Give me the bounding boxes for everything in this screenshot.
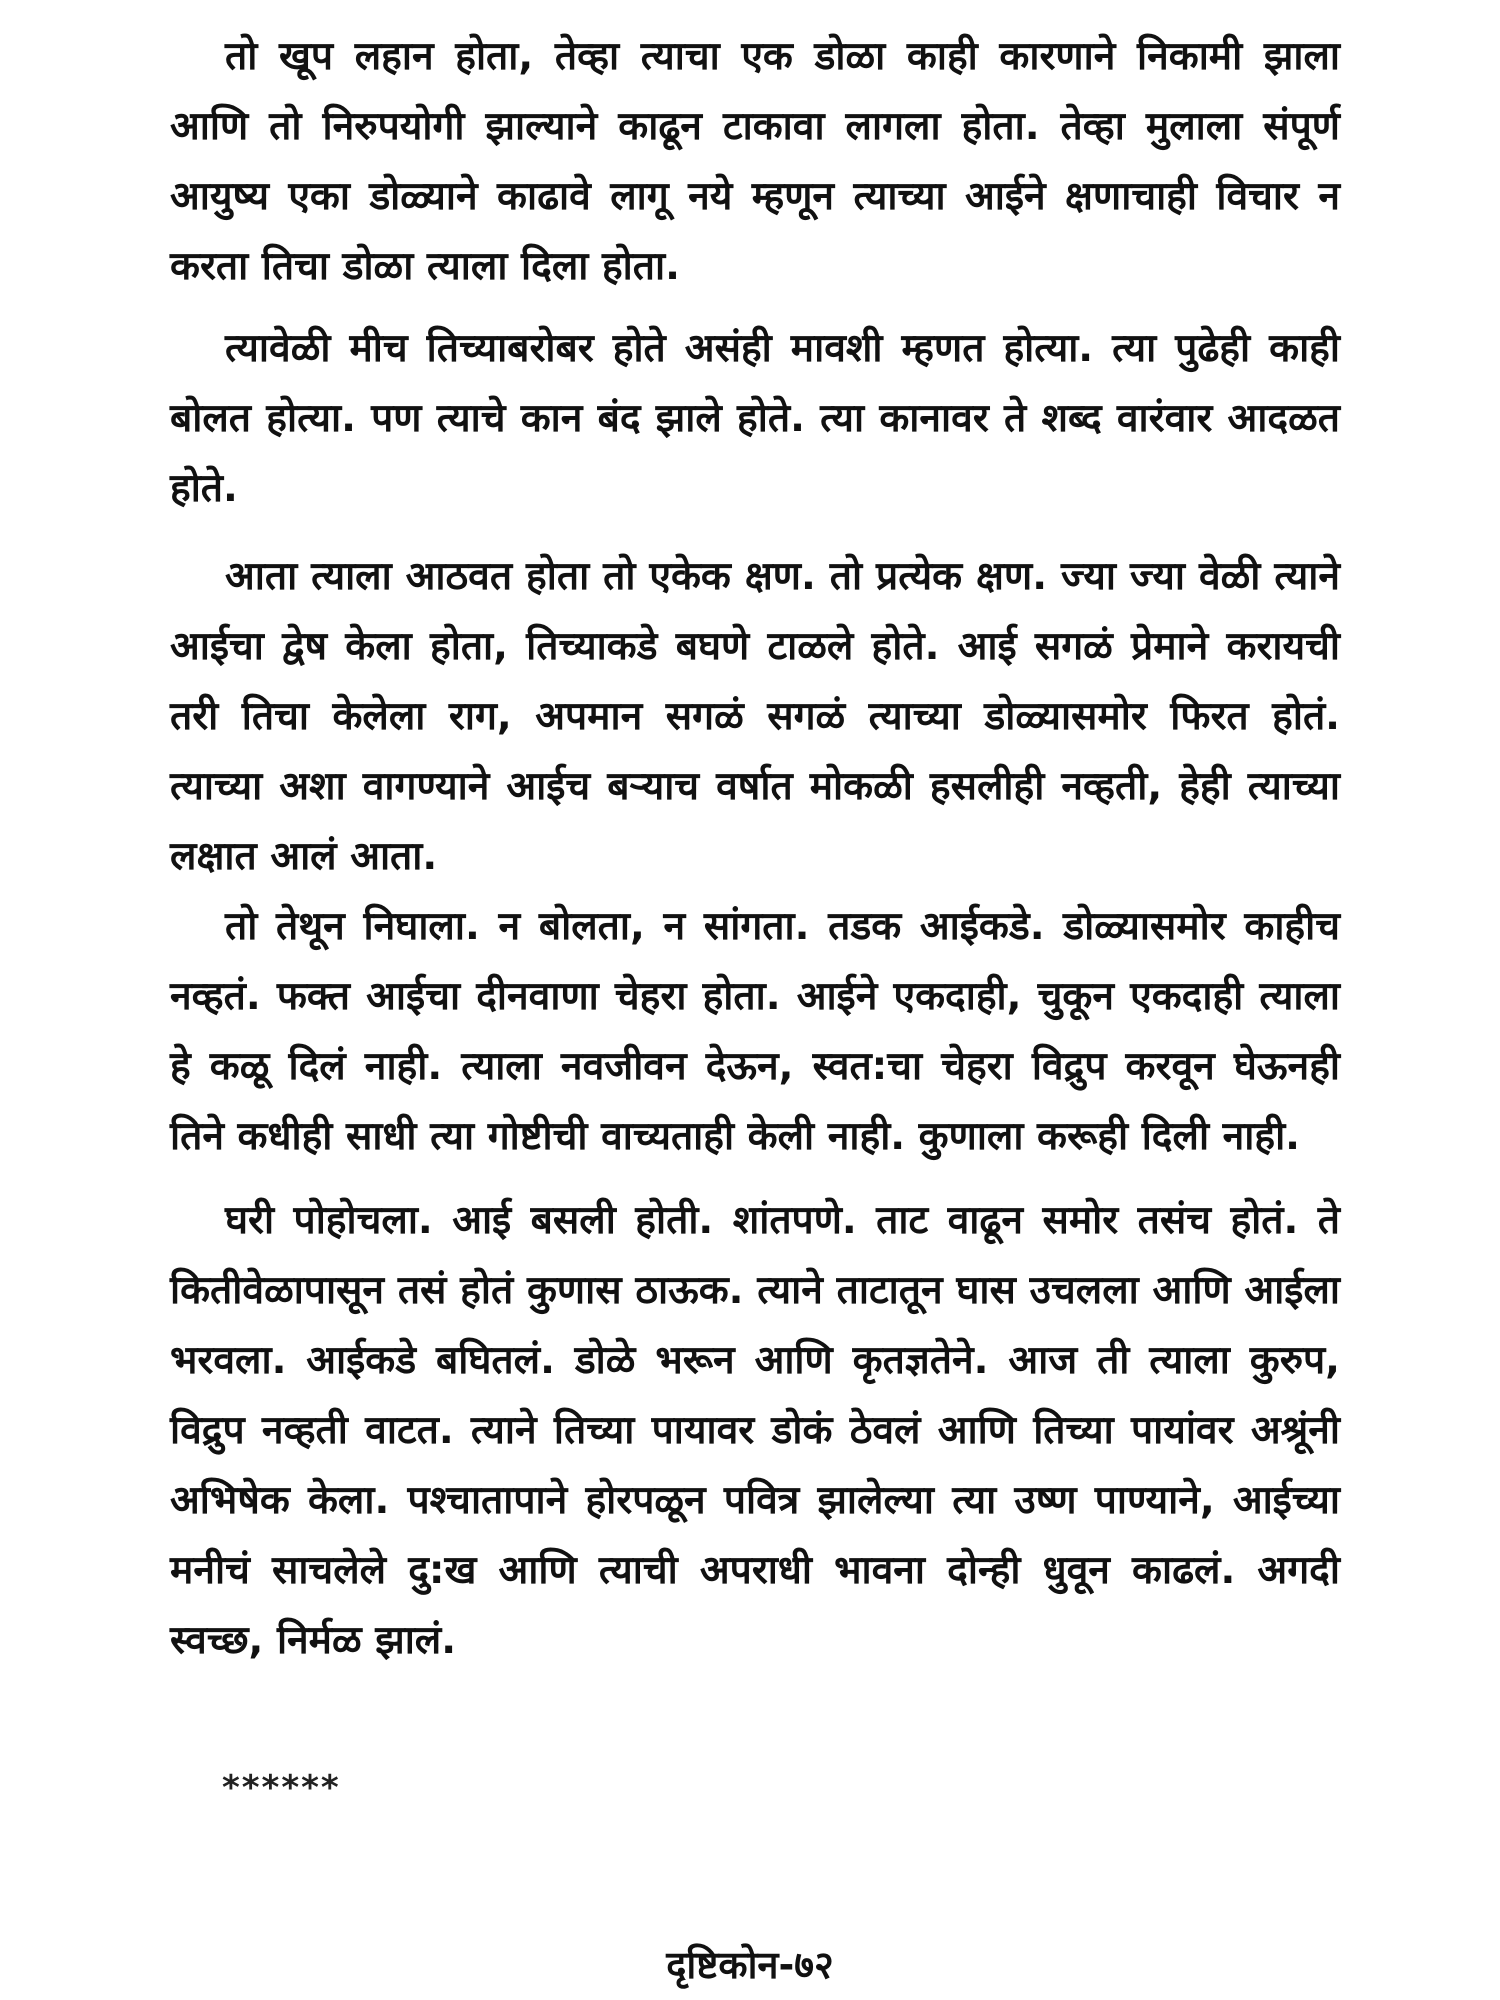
paragraph-5: घरी पोहोचला. आई बसली होती. शांतपणे. ताट वाढून समोर तसंच होतं. ते कितीवेळापासून तसं होतं कुणास ठाऊक. त्याने ताटातून घास उचलला आणि आईला भरवला. आईकडे बघितलं. डोळे भरून आणि कृतज्ञतेने. आज ती त्याला कुरुप, विद्रुप नव्हती वाटत. त्याने तिच्या पायावर डोकं ठेवलं आणि तिच्या पायांवर अश्रूंनी अभिषेक केला. पश्चातापाने होरपळून पवित्र झालेल्या त्या उष्ण पाण्याने, आईच्या मनीचं साचलेले दु:ख आणि त्याची अपराधी भावना दोन्ही धुवून काढलं. अगदी स्वच्छ, निर्मळ झालं. [170, 1198, 1340, 1663]
paragraph-2: त्यावेळी मीच तिच्याबरोबर होते असंही मावशी म्हणत होत्या. त्या पुढेही काही बोलत होत्या. पण त्याचे कान बंद झाले होते. त्या कानावर ते शब्द वारंवार आदळत होते. [170, 326, 1340, 511]
story-text [170, 22, 1340, 1676]
paragraph-3: आता त्याला आठवत होता तो एकेक क्षण. तो प्रत्येक क्षण. ज्या ज्या वेळी त्याने आईचा द्वेष केला होता, तिच्याकडे बघणे टाळले होते. आई सगळं प्रेमाने करायची तरी तिचा केलेला राग, अपमान सगळं सगळं त्याच्या डोळ्यासमोर फिरत होतं. त्याच्या अशा वागण्याने आईच बऱ्याच वर्षात मोकळी हसलीही नव्हती, हेही त्याच्या लक्षात आलं आता. [170, 554, 1340, 879]
page-footer: दृष्टिकोन-७२ [666, 1943, 834, 1987]
section-separator: ****** [222, 1768, 341, 1808]
paragraph-4: तो तेथून निघाला. न बोलता, न सांगता. तडक आईकडे. डोळ्यासमोर काहीच नव्हतं. फक्त आईचा दीनवाणा चेहरा होता. आईने एकदाही, चुकून एकदाही त्याला हे कळू दिलं नाही. त्याला नवजीवन देऊन, स्वत:चा चेहरा विद्रुप करवून घेऊनही तिने कधीही साधी त्या गोष्टीची वाच्यताही केली नाही. कुणाला करूही दिली नाही. [170, 904, 1340, 1159]
paragraph-1: तो खूप लहान होता, तेव्हा त्याचा एक डोळा काही कारणाने निकामी झाला आणि तो निरुपयोगी झाल्याने काढून टाकावा लागला होता. तेव्हा मुलाला संपूर्ण आयुष्य एका डोळ्याने काढावे लागू नये म्हणून त्याच्या आईने क्षणाचाही विचार न करता तिचा डोळा त्याला दिला होता. [170, 34, 1340, 289]
